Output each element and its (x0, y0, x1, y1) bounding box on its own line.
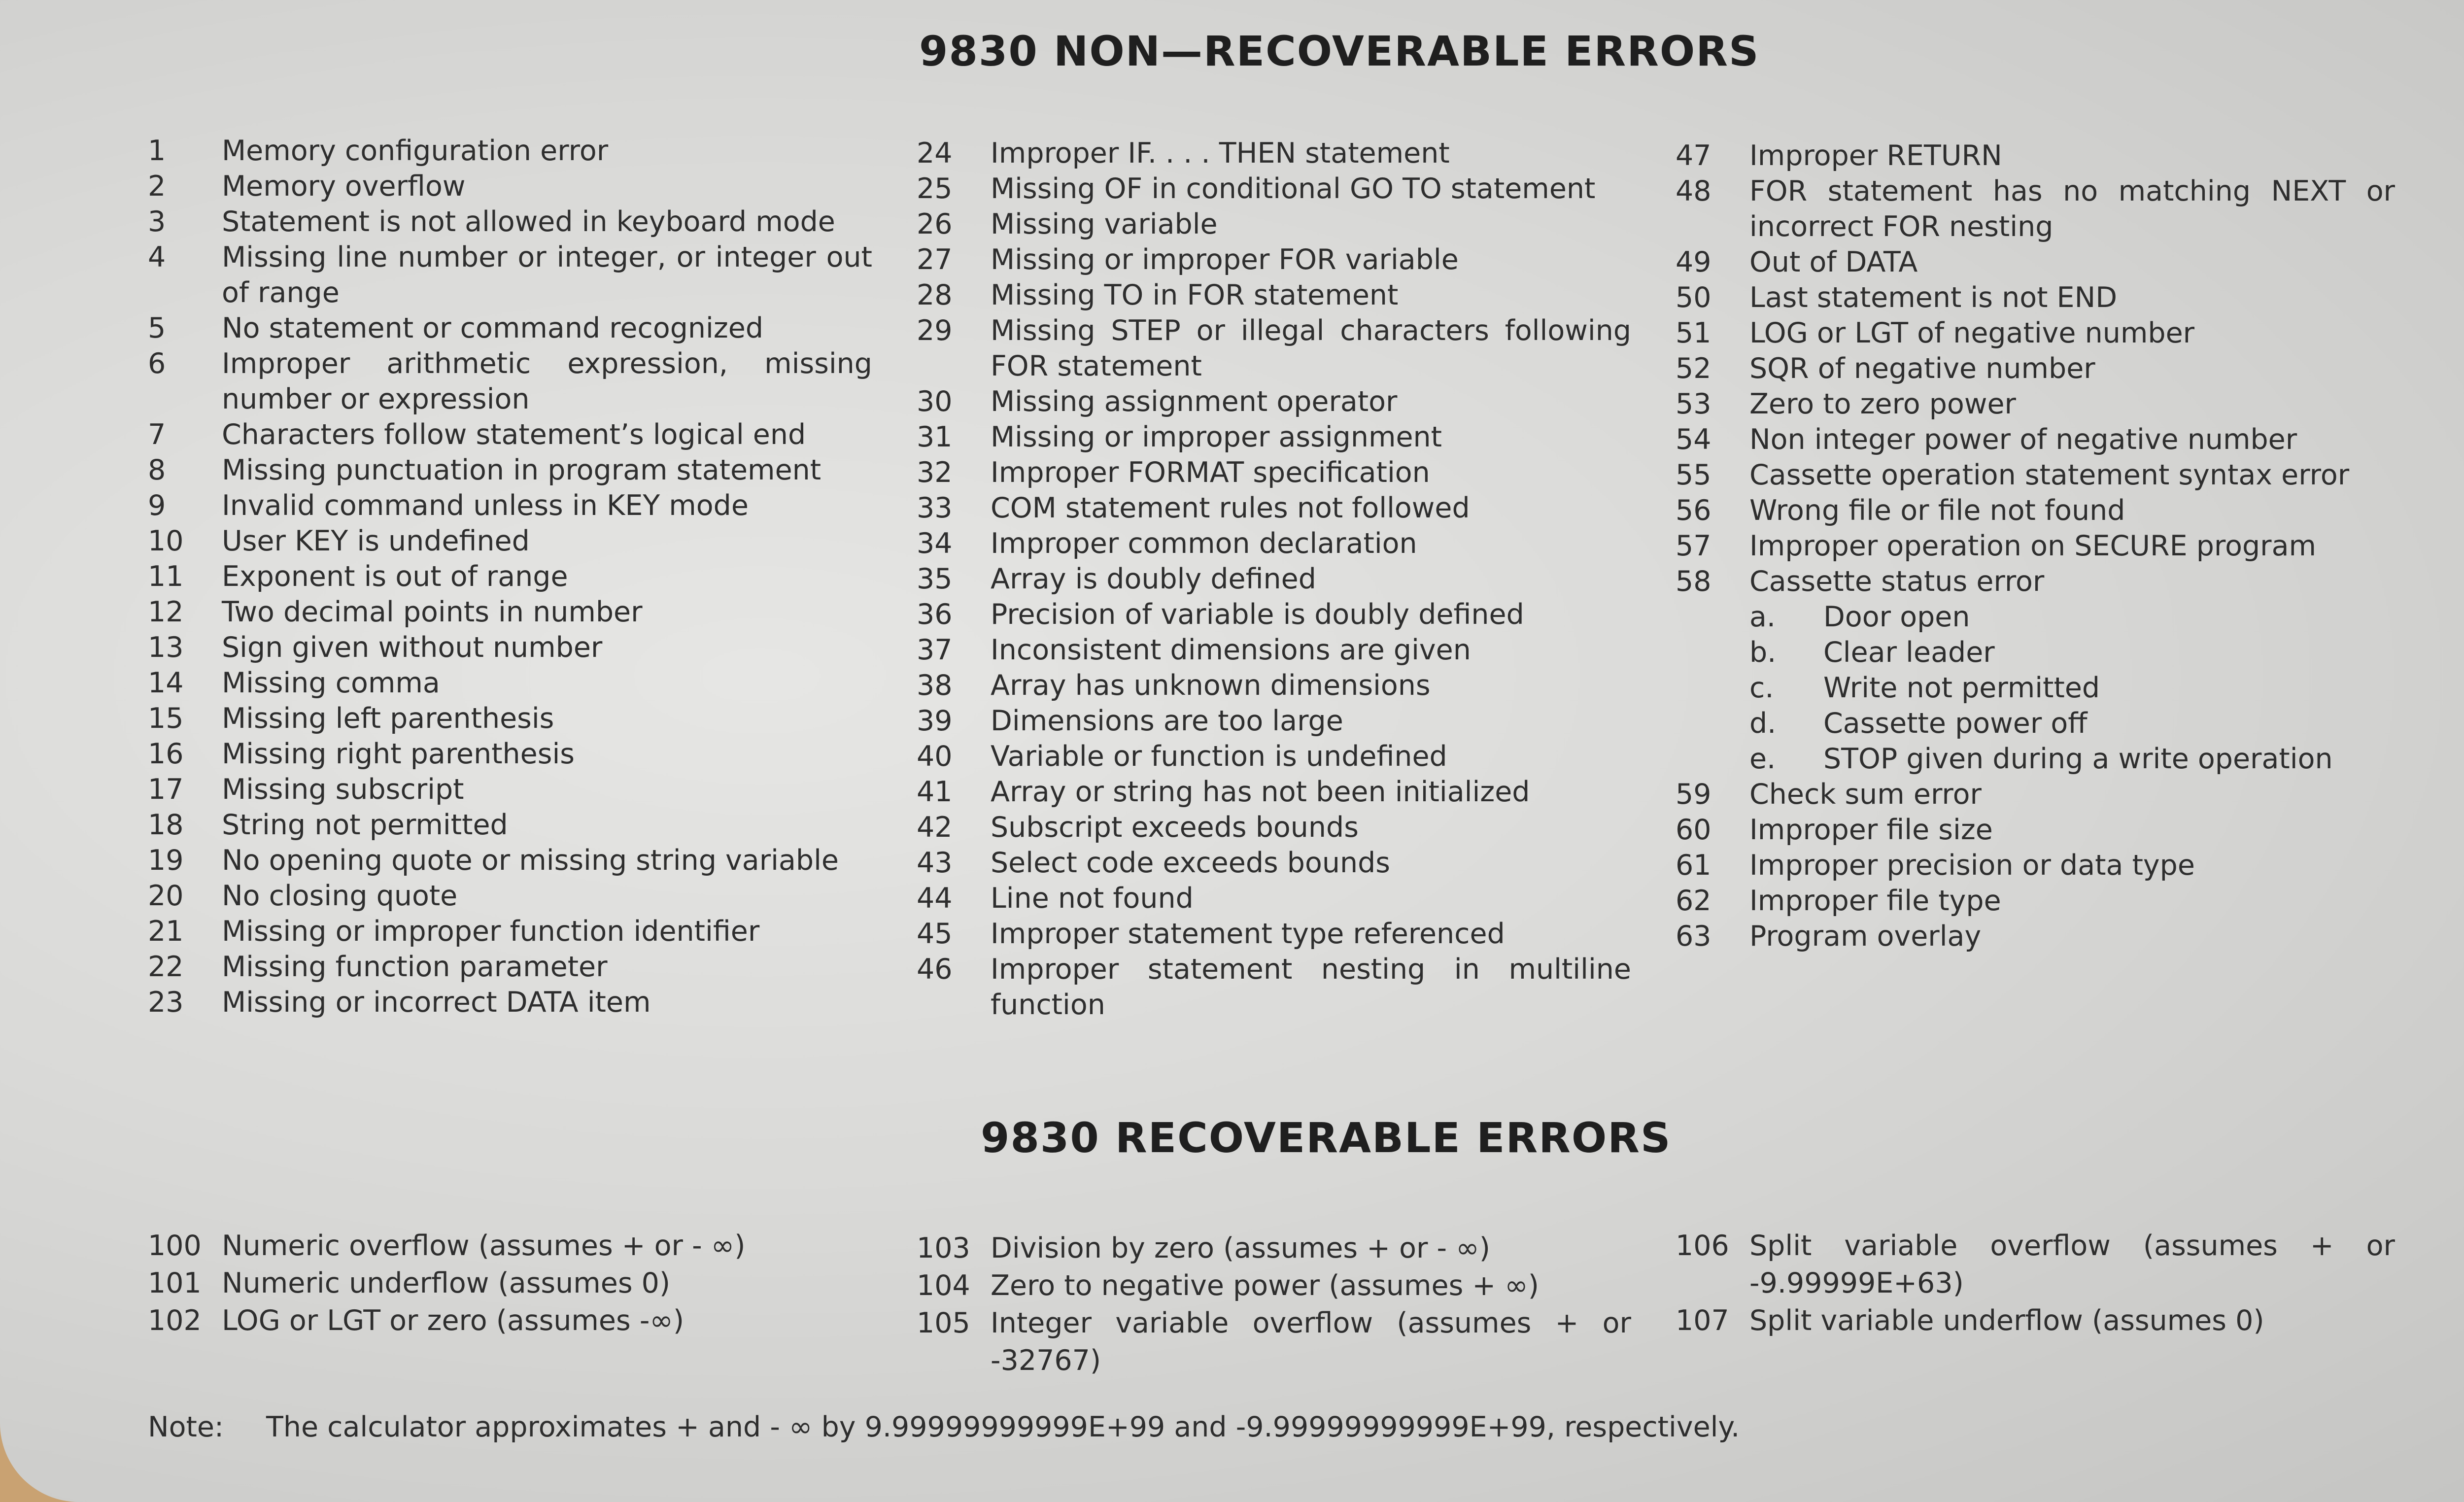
error-number: 59 (1676, 778, 1711, 811)
error-message: Wrong file or file not found (1749, 494, 2125, 527)
error-entry (148, 985, 872, 1020)
error-message: LOG or LGT or zero (assumes -∞) (222, 1304, 684, 1337)
error-entry (917, 774, 1631, 810)
error-message: Missing comma (222, 667, 440, 699)
error-entry (917, 597, 1631, 632)
error-entry (148, 417, 872, 452)
error-number: 35 (917, 563, 953, 595)
sub-letter: d. (1749, 707, 1777, 740)
error-entry (148, 594, 872, 630)
sub-message: STOP given during a write operation (1823, 743, 2333, 775)
error-message: No closing quote (222, 880, 458, 912)
error-message: Invalid command unless in KEY mode (222, 489, 749, 522)
error-message: Cassette status error (1749, 565, 2045, 598)
error-message: Dimensions are too large (991, 705, 1343, 737)
error-number: 55 (1676, 459, 1711, 491)
error-entry (1676, 173, 2395, 244)
error-number: 30 (917, 385, 953, 418)
error-entry (1676, 315, 2395, 351)
error-message: Missing left parenthesis (222, 702, 554, 735)
recoverable-column-1 (148, 1227, 828, 1339)
error-message: FOR statement has no matching NEXT or incorrect FOR nesting (1749, 175, 2395, 243)
error-entry (917, 277, 1631, 313)
error-entry (917, 668, 1631, 703)
sub-message: Write not permitted (1823, 672, 2100, 704)
error-entry (148, 630, 872, 665)
error-number: 107 (1676, 1304, 1729, 1337)
error-message: Subscript exceeds bounds (991, 811, 1359, 844)
error-entry (148, 169, 872, 204)
error-number: 26 (917, 208, 953, 240)
error-entry (917, 384, 1631, 419)
sub-letter: a. (1749, 601, 1776, 633)
error-number: 12 (148, 596, 184, 628)
error-entry (1676, 280, 2395, 315)
error-message: Missing variable (991, 208, 1218, 240)
error-number: 45 (917, 918, 953, 950)
error-entry (917, 561, 1631, 597)
error-entry (148, 346, 872, 417)
error-message: Improper precision or data type (1749, 849, 2195, 882)
error-number: 22 (148, 951, 184, 983)
error-entry (148, 736, 872, 772)
error-number: 63 (1676, 920, 1711, 953)
error-number: 105 (917, 1307, 970, 1339)
footnote (148, 1409, 1740, 1445)
error-message: Program overlay (1749, 920, 1982, 953)
error-number: 53 (1676, 388, 1711, 420)
error-number: 25 (917, 172, 953, 205)
error-message: Missing TO in FOR statement (991, 279, 1399, 311)
error-entry (917, 632, 1631, 668)
error-message: Missing assignment operator (991, 385, 1398, 418)
error-number: 10 (148, 525, 184, 557)
error-message: Improper arithmetic expression, missing number or expression (222, 347, 872, 415)
error-message: Array or string has not been initialized (991, 776, 1530, 808)
error-number: 21 (148, 915, 184, 948)
error-message: Missing OF in conditional GO TO statement (991, 172, 1596, 205)
error-message: Array is doubly defined (991, 563, 1316, 595)
error-entry (1676, 457, 2395, 493)
error-message: Missing or improper FOR variable (991, 243, 1459, 276)
error-entry (148, 772, 872, 807)
error-message: Variable or function is undefined (991, 740, 1447, 773)
error-message: Two decimal points in number (222, 596, 643, 628)
error-message: Check sum error (1749, 778, 1982, 811)
error-message: Numeric overflow (assumes + or - ∞) (222, 1229, 746, 1262)
error-message: Split variable overflow (assumes + or -9.99999E+63) (1749, 1229, 2395, 1299)
error-number: 5 (148, 312, 166, 344)
error-number: 19 (148, 844, 184, 877)
error-message: Split variable underflow (assumes 0) (1749, 1304, 2264, 1337)
error-message: Line not found (991, 882, 1194, 915)
error-entry (1676, 777, 2395, 812)
error-entry (1676, 528, 2395, 564)
error-number: 48 (1676, 175, 1711, 207)
error-number: 100 (148, 1229, 202, 1262)
error-entry (148, 310, 872, 346)
error-number: 4 (148, 241, 166, 273)
error-entry (917, 455, 1631, 490)
error-entry (917, 881, 1631, 916)
sub-entry (1749, 706, 2395, 741)
error-number: 16 (148, 738, 184, 770)
error-message: SQR of negative number (1749, 352, 2095, 385)
sub-message: Door open (1823, 601, 1970, 633)
error-number: 49 (1676, 246, 1711, 278)
error-number: 20 (148, 880, 184, 912)
error-message: Missing STEP or illegal characters following FOR statement (991, 314, 1631, 382)
error-message: Improper operation on SECURE program (1749, 530, 2317, 562)
error-number: 34 (917, 527, 953, 560)
note-label: Note: (148, 1411, 224, 1443)
error-entry (917, 1304, 1631, 1379)
error-entry (917, 703, 1631, 739)
error-message: Missing subscript (222, 773, 464, 806)
error-number: 60 (1676, 814, 1711, 846)
error-entry (148, 807, 872, 843)
error-number: 14 (148, 667, 184, 699)
recoverable-title: 9830 RECOVERABLE ERRORS (981, 1114, 1672, 1162)
error-entry (917, 1267, 1631, 1304)
error-message: Improper RETURN (1749, 139, 2002, 172)
error-number: 57 (1676, 530, 1711, 562)
error-number: 11 (148, 560, 184, 593)
error-number: 36 (917, 598, 953, 631)
error-message: Improper IF. . . . THEN statement (991, 137, 1450, 170)
error-message: Missing or improper assignment (991, 421, 1442, 453)
error-entry (1676, 493, 2395, 528)
error-entry (1676, 812, 2395, 848)
error-message: String not permitted (222, 809, 508, 841)
error-number: 41 (917, 776, 953, 808)
note-text: The calculator approximates + and - ∞ by 9.99999999999E+99 and -9.99999999999E+99, respectively. (266, 1411, 1740, 1443)
error-number: 23 (148, 986, 184, 1019)
error-entry (917, 845, 1631, 881)
error-message: Improper statement nesting in multiline function (991, 953, 1631, 1021)
error-number: 6 (148, 347, 166, 380)
error-message: Improper file size (1749, 814, 1993, 846)
error-entry (917, 136, 1631, 171)
error-entry (148, 949, 872, 985)
sub-entry (1749, 599, 2395, 635)
error-entry (148, 665, 872, 701)
error-number: 38 (917, 669, 953, 702)
error-message: Out of DATA (1749, 246, 1918, 278)
error-message: No opening quote or missing string variable (222, 844, 839, 877)
error-entry (917, 526, 1631, 561)
error-entry (148, 701, 872, 736)
error-number: 8 (148, 454, 166, 486)
error-number: 46 (917, 953, 953, 986)
error-entry (1676, 848, 2395, 883)
error-number: 103 (917, 1232, 970, 1264)
error-entry (917, 206, 1631, 242)
error-message: LOG or LGT of negative number (1749, 317, 2195, 349)
error-number: 101 (148, 1267, 202, 1299)
error-entry (1676, 1227, 2395, 1302)
error-number: 1 (148, 135, 166, 167)
error-message: Non integer power of negative number (1749, 423, 2297, 456)
error-message: Characters follow statement’s logical end (222, 418, 806, 451)
error-entry (917, 242, 1631, 277)
error-number: 9 (148, 489, 166, 522)
error-entry (148, 914, 872, 949)
error-number: 29 (917, 314, 953, 347)
error-entry (1676, 138, 2395, 173)
error-number: 2 (148, 170, 166, 203)
error-number: 47 (1676, 139, 1711, 172)
error-entry (917, 171, 1631, 206)
error-message: No statement or command recognized (222, 312, 764, 344)
error-message: Missing or incorrect DATA item (222, 986, 651, 1019)
error-number: 61 (1676, 849, 1711, 882)
error-message: Improper FORMAT specification (991, 456, 1430, 489)
error-message: COM statement rules not followed (991, 492, 1470, 524)
error-number: 17 (148, 773, 184, 806)
error-message: Missing right parenthesis (222, 738, 575, 770)
error-message: Exponent is out of range (222, 560, 568, 593)
nonrecoverable-column-3 (1676, 138, 2395, 954)
error-message: Improper file type (1749, 885, 2001, 917)
error-message: Division by zero (assumes + or - ∞) (991, 1232, 1490, 1264)
error-entry (148, 1302, 828, 1339)
error-entry (1676, 1302, 2395, 1339)
error-message: Inconsistent dimensions are given (991, 634, 1471, 666)
error-number: 51 (1676, 317, 1711, 349)
error-message: Statement is not allowed in keyboard mode (222, 205, 835, 238)
error-message: Integer variable overflow (assumes + or -32767) (991, 1307, 1631, 1377)
error-number: 24 (917, 137, 953, 170)
error-entry (148, 878, 872, 914)
error-entry (148, 559, 872, 594)
error-entry (1676, 422, 2395, 457)
error-message: Array has unknown dimensions (991, 669, 1431, 702)
error-number: 18 (148, 809, 184, 841)
cassette-status-sublist (1676, 599, 2395, 777)
error-entry (1676, 883, 2395, 919)
error-entry (148, 239, 872, 310)
error-entry (917, 916, 1631, 952)
sub-entry (1749, 741, 2395, 777)
error-message: Precision of variable is doubly defined (991, 598, 1524, 631)
error-message: Memory overflow (222, 170, 466, 203)
error-entry (917, 419, 1631, 455)
error-message: Zero to zero power (1749, 388, 2016, 420)
sub-letter: c. (1749, 672, 1774, 704)
error-entry (1676, 564, 2395, 599)
error-message: Zero to negative power (assumes + ∞) (991, 1269, 1540, 1302)
error-number: 54 (1676, 423, 1711, 456)
error-number: 7 (148, 418, 166, 451)
error-entry (917, 490, 1631, 526)
error-message: Missing punctuation in program statement (222, 454, 821, 486)
recoverable-column-2 (917, 1229, 1631, 1379)
error-entry (148, 133, 872, 169)
error-entry (1676, 244, 2395, 280)
error-entry (148, 843, 872, 878)
error-entry (917, 739, 1631, 774)
error-number: 50 (1676, 281, 1711, 314)
error-number: 28 (917, 279, 953, 311)
error-number: 15 (148, 702, 184, 735)
error-entry (917, 810, 1631, 845)
error-number: 106 (1676, 1229, 1729, 1262)
error-message: Improper statement type referenced (991, 918, 1505, 950)
error-entry (148, 488, 872, 523)
error-number: 32 (917, 456, 953, 489)
error-entry (1676, 351, 2395, 386)
error-number: 52 (1676, 352, 1711, 385)
error-message: Memory configuration error (222, 135, 609, 167)
error-entry (148, 1227, 828, 1264)
error-message: Missing line number or integer, or integer out of range (222, 241, 872, 309)
sub-entry (1749, 635, 2395, 670)
sub-message: Clear leader (1823, 636, 1995, 669)
error-entry (1676, 919, 2395, 954)
error-message: Select code exceeds bounds (991, 847, 1390, 879)
error-number: 31 (917, 421, 953, 453)
error-entry (1676, 386, 2395, 422)
error-message: Improper common declaration (991, 527, 1417, 560)
error-number: 33 (917, 492, 953, 524)
nonrecoverable-title: 9830 NON—RECOVERABLE ERRORS (919, 27, 1760, 75)
error-message: Sign given without number (222, 631, 603, 664)
error-number: 3 (148, 205, 166, 238)
error-message: Cassette operation statement syntax error (1749, 459, 2350, 491)
sub-message: Cassette power off (1823, 707, 2088, 740)
recoverable-column-3 (1676, 1227, 2395, 1339)
error-message: Missing or improper function identifier (222, 915, 760, 948)
error-message: Missing function parameter (222, 951, 608, 983)
error-number: 102 (148, 1304, 202, 1337)
nonrecoverable-column-2 (917, 136, 1631, 1023)
error-number: 39 (917, 705, 953, 737)
sub-entry (1749, 670, 2395, 706)
nonrecoverable-column-1 (148, 133, 872, 1020)
error-message: Numeric underflow (assumes 0) (222, 1267, 671, 1299)
error-number: 40 (917, 740, 953, 773)
error-entry (148, 452, 872, 488)
error-number: 56 (1676, 494, 1711, 527)
error-number: 13 (148, 631, 184, 664)
error-number: 104 (917, 1269, 970, 1302)
error-entry (917, 313, 1631, 384)
error-entry (148, 523, 872, 559)
error-number: 58 (1676, 565, 1711, 598)
error-entry (148, 204, 872, 239)
error-message: Last statement is not END (1749, 281, 2118, 314)
error-number: 42 (917, 811, 953, 844)
error-number: 27 (917, 243, 953, 276)
error-number: 37 (917, 634, 953, 666)
error-number: 62 (1676, 885, 1711, 917)
error-number: 43 (917, 847, 953, 879)
error-entry (917, 1229, 1631, 1267)
error-entry (148, 1264, 828, 1302)
error-entry (917, 952, 1631, 1023)
error-message: User KEY is undefined (222, 525, 530, 557)
sub-letter: e. (1749, 743, 1776, 775)
sub-letter: b. (1749, 636, 1777, 669)
error-number: 44 (917, 882, 953, 915)
